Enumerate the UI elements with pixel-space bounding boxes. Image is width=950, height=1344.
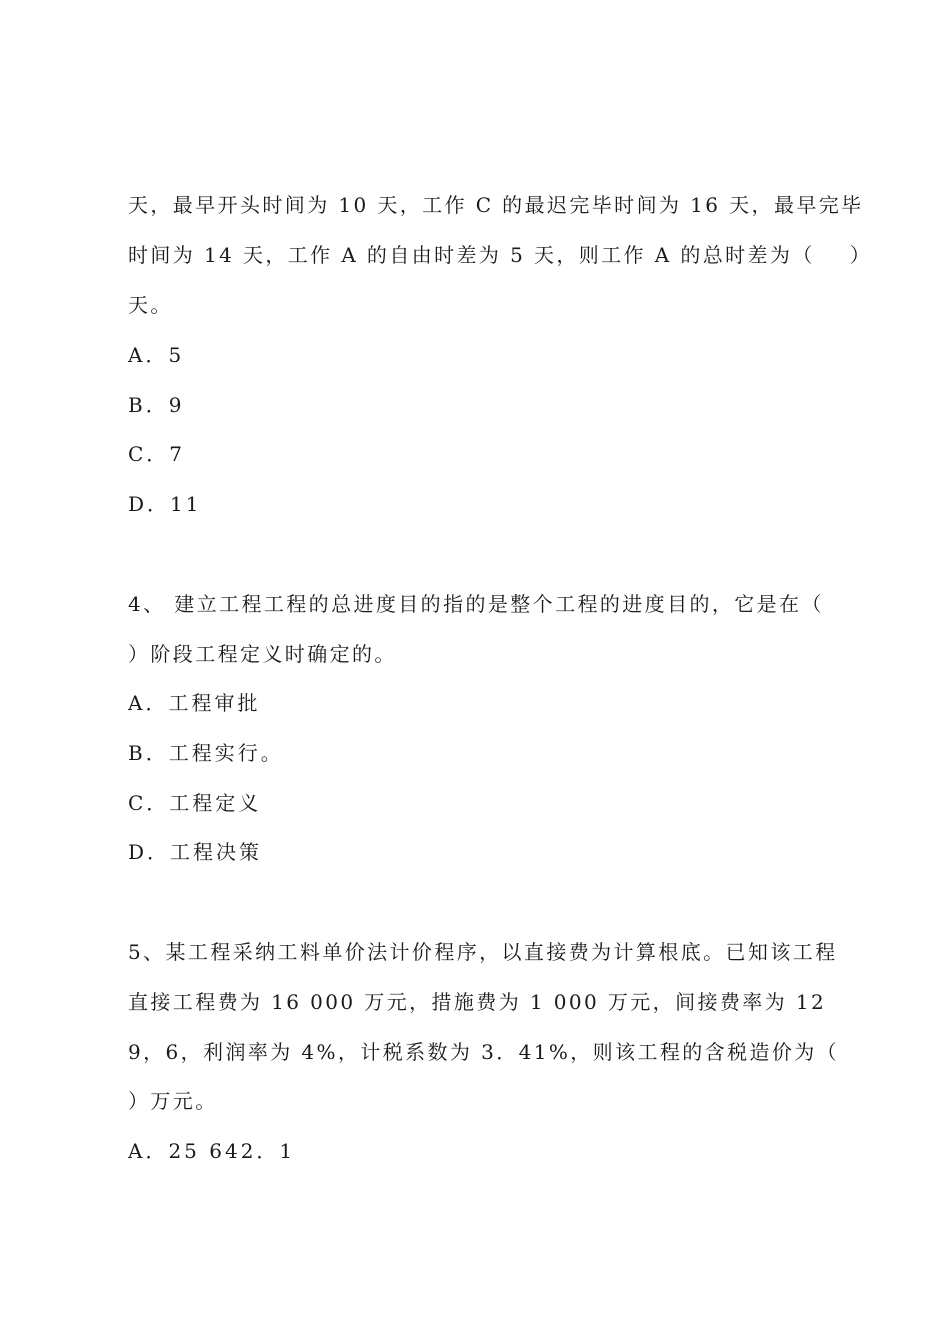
q4-text-line-1: 4、 建立工程工程的总进度目的指的是整个工程的进度目的，它是在（ xyxy=(128,592,824,616)
q4-option-b: B．工程实行。 xyxy=(128,741,284,765)
q3-text-line-3: 天。 xyxy=(128,293,173,317)
q4-text-line-2: ）阶段工程定义时确定的。 xyxy=(128,642,397,666)
q3-text-line-2: 时间为 14 天，工作 A 的自由时差为 5 天，则工作 A 的总时差为（ ） xyxy=(128,243,873,267)
q5-option-a: A．25 642．1 xyxy=(128,1139,296,1163)
q5-text-line-1: 5、某工程采纳工料单价法计价程序，以直接费为计算根底。已知该工程 xyxy=(128,940,838,964)
q3-option-c: C．7 xyxy=(128,442,186,466)
q3-option-a: A．5 xyxy=(128,343,185,367)
q5-text-line-3: 9，6，利润率为 4%，计税系数为 3．41%，则该工程的含税造价为（ xyxy=(128,1040,840,1064)
q3-text-line-1: 天，最早开头时间为 10 天，工作 C 的最迟完毕时间为 16 天，最早完毕 xyxy=(128,193,864,217)
q4-option-a: A．工程审批 xyxy=(128,691,261,715)
q3-option-b: B．9 xyxy=(128,393,185,417)
q5-text-line-2: 直接工程费为 16 000 万元，措施费为 1 000 万元，间接费率为 12 xyxy=(128,990,827,1014)
q3-option-d: D．11 xyxy=(128,492,202,516)
q4-option-d: D．工程决策 xyxy=(128,840,263,864)
q4-option-c: C．工程定义 xyxy=(128,791,262,815)
q5-text-line-4: ）万元。 xyxy=(128,1089,218,1113)
